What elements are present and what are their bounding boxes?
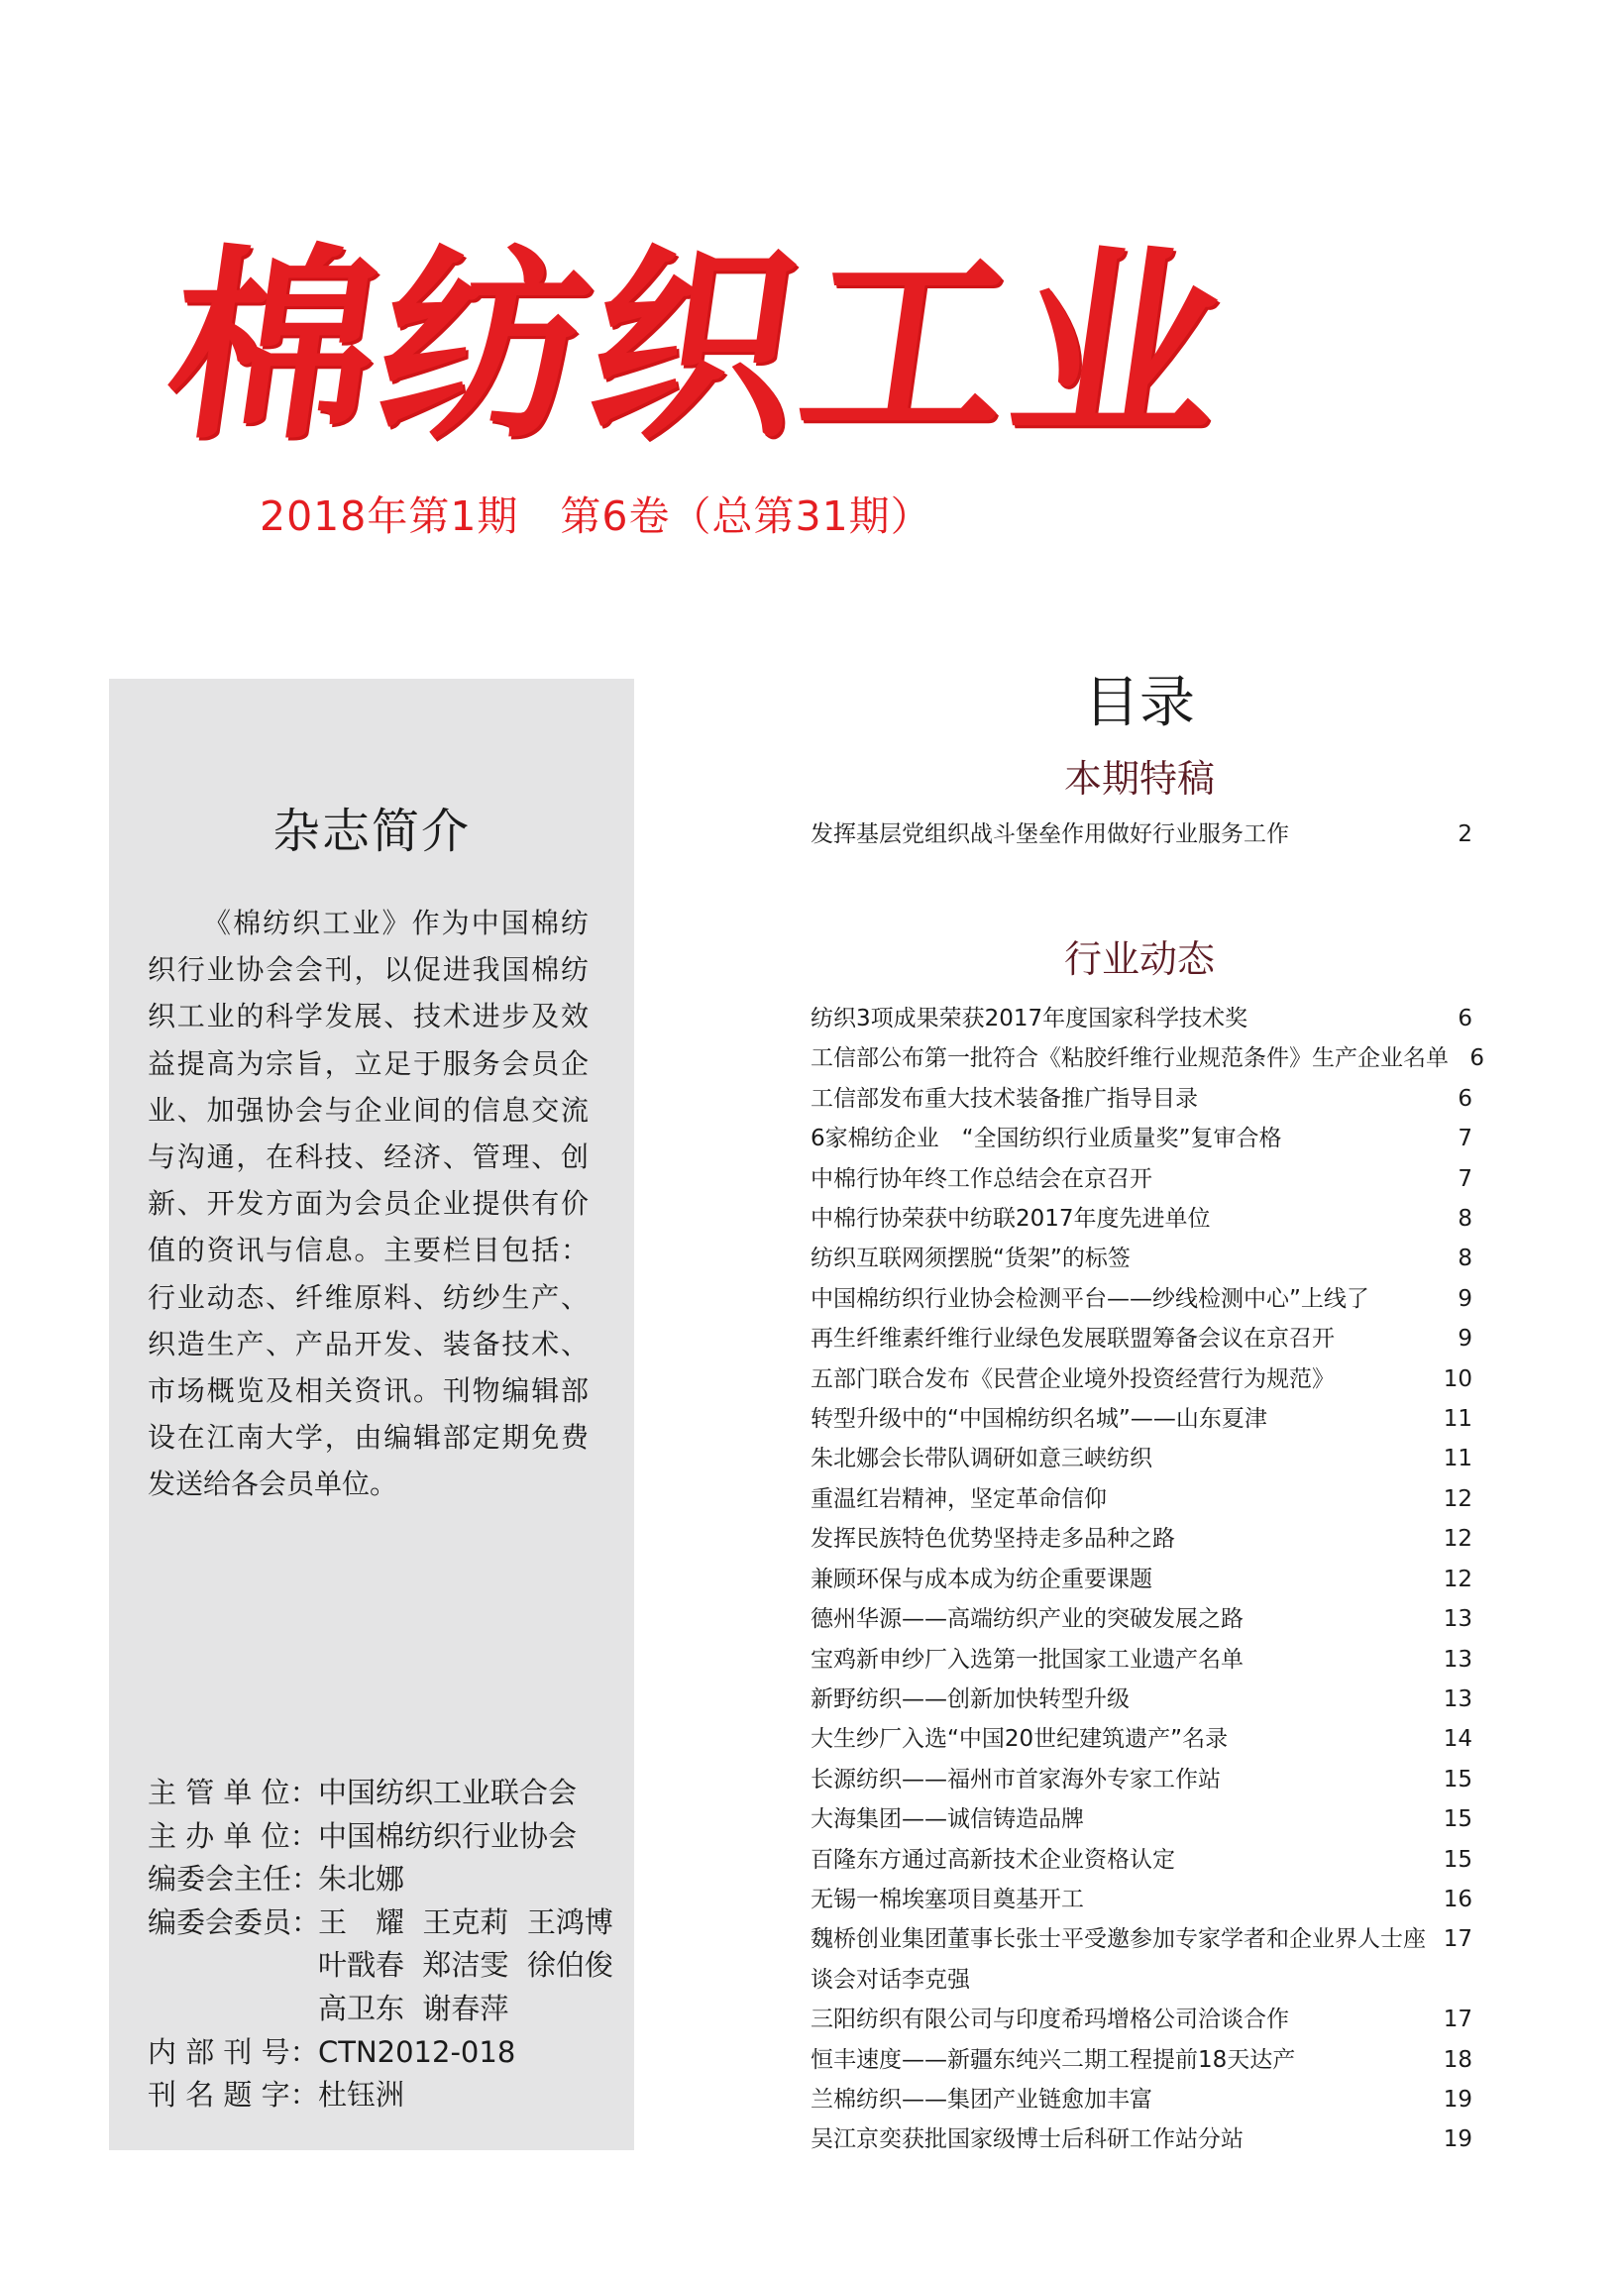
credit-value: 中国纺织工业联合会 xyxy=(318,1776,578,1809)
toc-entry[interactable] xyxy=(811,1199,1472,1239)
magazine-intro-panel xyxy=(109,679,634,2150)
toc-entry-page: 12 xyxy=(1443,1566,1472,1592)
toc-entry-page: 7 xyxy=(1458,1126,1472,1152)
credit-value: 杜钰洲 xyxy=(318,2078,405,2113)
toc-entry-page: 12 xyxy=(1443,1526,1472,1553)
toc-entry-page: 8 xyxy=(1458,1206,1472,1233)
toc-entry[interactable] xyxy=(811,814,1472,854)
masthead-glyph: 织 xyxy=(575,226,816,468)
toc-entry-page: 18 xyxy=(1443,2046,1472,2073)
toc-entry[interactable] xyxy=(811,1279,1472,1319)
toc-entry[interactable] xyxy=(811,1239,1472,1278)
toc-entry[interactable] xyxy=(811,1760,1472,1799)
toc-entry-title: 朱北娜会长带队调研如意三峡纺织 xyxy=(811,1446,1152,1472)
toc-entry-page: 11 xyxy=(1443,1446,1472,1472)
credit-label xyxy=(148,1988,318,2031)
toc-entry[interactable] xyxy=(811,1359,1472,1399)
intro-heading: 杂志简介 xyxy=(271,804,471,859)
toc-entry-title: 兰棉纺织——集团产业链愈加丰富 xyxy=(811,2086,1152,2113)
toc-entry-title: 再生纤维素纤维行业绿色发展联盟筹备会议在京召开 xyxy=(811,1326,1335,1353)
toc-entry-page: 17 xyxy=(1443,1926,1472,1953)
credit-row xyxy=(148,2031,613,2075)
toc-list-feature xyxy=(811,814,1472,854)
toc-entry-page: 13 xyxy=(1443,1646,1472,1673)
toc-entry[interactable] xyxy=(811,1840,1472,1880)
toc-entry[interactable] xyxy=(811,2080,1472,2119)
masthead-credits xyxy=(148,1772,613,2117)
credit-row xyxy=(148,1988,613,2031)
toc-entry[interactable] xyxy=(811,1119,1472,1158)
toc-entry-title: 工信部发布重大技术装备推广指导目录 xyxy=(811,1085,1198,1112)
toc-entry[interactable] xyxy=(811,1319,1472,1358)
section-heading-feature: 本期特稿 xyxy=(1063,757,1215,801)
credit-row xyxy=(148,1772,613,1815)
toc-entry-page: 16 xyxy=(1443,1886,1472,1912)
credit-label xyxy=(148,1944,318,1988)
toc-entry-title: 重温红岩精神，坚定革命信仰 xyxy=(811,1485,1107,1512)
toc-entry-page: 15 xyxy=(1443,1766,1472,1792)
toc-entry-title: 工信部公布第一批符合《粘胶纤维行业规范条件》生产企业名单 xyxy=(811,1045,1449,1072)
toc-entry[interactable] xyxy=(811,1159,1472,1199)
credit-label: 内 部 刊 号： xyxy=(148,2034,319,2069)
toc-entry[interactable] xyxy=(811,1560,1472,1599)
toc-entry-page: 14 xyxy=(1443,1726,1472,1753)
toc-entry-page: 6 xyxy=(1469,1045,1484,1072)
credit-value: 高卫东 谢春萍 xyxy=(318,1991,509,2025)
toc-entry-title: 发挥基层党组织战斗堡垒作用做好行业服务工作 xyxy=(811,821,1289,847)
toc-entry[interactable] xyxy=(811,2000,1472,2039)
toc-entry-title: 转型升级中的“中国棉纺织名城”——山东夏津 xyxy=(811,1406,1267,1433)
toc-entry-page: 19 xyxy=(1443,2086,1472,2113)
journal-masthead xyxy=(153,223,1239,471)
credit-row xyxy=(148,1858,613,1901)
credit-row xyxy=(148,2074,613,2117)
toc-entry-page: 13 xyxy=(1443,1685,1472,1712)
toc-list-industry-news xyxy=(811,999,1484,2160)
toc-entry-title: 吴江京奕获批国家级博士后科研工作站分站 xyxy=(811,2126,1244,2153)
masthead-glyph: 棉 xyxy=(153,226,394,468)
toc-entry-title: 无锡一棉埃塞项目奠基开工 xyxy=(811,1886,1084,1912)
toc-entry-page: 15 xyxy=(1443,1806,1472,1833)
toc-entry[interactable] xyxy=(811,1919,1472,2000)
toc-entry-title: 纺织互联网须摆脱“货架”的标签 xyxy=(811,1246,1131,1272)
toc-entry-page: 11 xyxy=(1443,1406,1472,1433)
credit-value: 朱北娜 xyxy=(318,1862,405,1897)
credit-value: 王 耀 王克莉 王鸿博 xyxy=(318,1904,613,1939)
credit-row xyxy=(148,1901,613,1945)
toc-entry-page: 9 xyxy=(1458,1326,1472,1353)
toc-entry-title: 长源纺织——福州市首家海外专家工作站 xyxy=(811,1766,1221,1792)
toc-title: 目录 xyxy=(1084,671,1195,735)
toc-entry-page: 17 xyxy=(1443,2007,1472,2033)
toc-entry[interactable] xyxy=(811,1519,1472,1559)
credit-value: CTN2012-018 xyxy=(318,2034,516,2069)
toc-entry-title: 宝鸡新申纱厂入选第一批国家工业遗产名单 xyxy=(811,1646,1244,1673)
toc-entry[interactable] xyxy=(811,1439,1472,1478)
issue-line: 2018年第1期 第6卷（总第31期） xyxy=(260,492,932,540)
toc-entry-page: 7 xyxy=(1458,1165,1472,1192)
toc-entry[interactable] xyxy=(811,1079,1472,1119)
toc-entry-title: 魏桥创业集团董事长张士平受邀参加专家学者和企业界人士座谈会对话李克强 xyxy=(811,1926,1426,1993)
toc-entry[interactable] xyxy=(811,1038,1484,1078)
toc-entry-page: 15 xyxy=(1443,1846,1472,1873)
toc-entry-title: 中国棉纺织行业协会检测平台——纱线检测中心”上线了 xyxy=(811,1285,1369,1312)
section-heading-industry-news: 行业动态 xyxy=(1063,937,1215,981)
toc-entry-title: 百隆东方通过高新技术企业资格认定 xyxy=(811,1846,1175,1873)
toc-entry[interactable] xyxy=(811,2119,1472,2159)
toc-entry[interactable] xyxy=(811,1399,1472,1439)
masthead-glyph: 工 xyxy=(786,226,1028,468)
toc-entry-title: 兼顾环保与成本成为纺企重要课题 xyxy=(811,1566,1152,1592)
masthead-glyph: 纺 xyxy=(364,226,605,468)
toc-entry-title: 新野纺织——创新加快转型升级 xyxy=(811,1685,1130,1712)
toc-entry[interactable] xyxy=(811,1880,1472,1919)
toc-entry[interactable] xyxy=(811,1479,1472,1519)
toc-entry-title: 发挥民族特色优势坚持走多品种之路 xyxy=(811,1526,1175,1553)
toc-entry-title: 德州华源——高端纺织产业的突破发展之路 xyxy=(811,1606,1244,1633)
toc-entry-page: 6 xyxy=(1458,1085,1472,1112)
toc-entry-title: 中棉行协年终工作总结会在京召开 xyxy=(811,1165,1152,1192)
toc-entry-title: 大生纱厂入选“中国20世纪建筑遗产”名录 xyxy=(811,1726,1229,1753)
toc-entry-title: 恒丰速度——新疆东纯兴二期工程提前18天达产 xyxy=(811,2046,1296,2073)
credit-value: 中国棉纺织行业协会 xyxy=(318,1818,578,1853)
toc-entry-title: 大海集团——诚信铸造品牌 xyxy=(811,1806,1084,1833)
toc-entry-page: 13 xyxy=(1443,1606,1472,1633)
toc-entry[interactable] xyxy=(811,999,1472,1038)
credit-row xyxy=(148,1944,613,1988)
toc-entry-page: 2 xyxy=(1458,821,1472,847)
credit-label: 编委会主任： xyxy=(148,1862,321,1897)
toc-entry[interactable] xyxy=(811,1680,1472,1719)
masthead-glyph: 业 xyxy=(997,226,1239,468)
toc-entry[interactable] xyxy=(811,1599,1472,1639)
credit-label: 主 管 单 位： xyxy=(148,1776,319,1809)
toc-entry[interactable] xyxy=(811,1640,1472,1680)
credit-label: 主 办 单 位： xyxy=(148,1818,319,1853)
toc-entry-page: 19 xyxy=(1443,2126,1472,2153)
toc-entry-title: 中棉行协荣获中纺联2017年度先进单位 xyxy=(811,1206,1211,1233)
intro-paragraph: 《棉纺织工业》作为中国棉纺织行业协会会刊，以促进我国棉纺织工业的科学发展、技术进步及效益提高为宗旨，立足于服务会员企业、加强协会与企业间的信息交流与沟通，在科技、经济、管理、创新、开发方面为会员企业提供有价值的资讯与信息。主要栏目包括：行业动态、纤维原料、纺纱生产、织造生产、产品开发、装备技术、市场概览及相关资讯。刊物编辑部设在江南大学，由编辑部定期免费发送给各会员单位。 xyxy=(148,907,589,1501)
toc-entry-title: 6家棉纺企业 “全国纺织行业质量奖”复审合格 xyxy=(811,1126,1282,1152)
credit-label: 刊 名 题 字： xyxy=(148,2078,319,2113)
toc-entry-page: 10 xyxy=(1443,1365,1472,1392)
toc-entry-page: 8 xyxy=(1458,1246,1472,1272)
toc-entry-page: 9 xyxy=(1458,1285,1472,1312)
credit-row xyxy=(148,1815,613,1859)
credit-label: 编委会委员： xyxy=(148,1904,321,1939)
toc-entry-title: 三阳纺织有限公司与印度希玛增格公司洽谈合作 xyxy=(811,2007,1289,2033)
toc-entry-title: 纺织3项成果荣获2017年度国家科学技术奖 xyxy=(811,1006,1248,1031)
toc-entry[interactable] xyxy=(811,1799,1472,1839)
toc-entry-page: 6 xyxy=(1458,1006,1472,1031)
toc-entry[interactable] xyxy=(811,2040,1472,2080)
toc-entry-title: 五部门联合发布《民营企业境外投资经营行为规范》 xyxy=(811,1365,1335,1392)
toc-entry-page: 12 xyxy=(1443,1485,1472,1512)
toc-entry[interactable] xyxy=(811,1719,1472,1759)
credit-value: 叶戬春 郑洁雯 徐伯俊 xyxy=(318,1948,613,1983)
